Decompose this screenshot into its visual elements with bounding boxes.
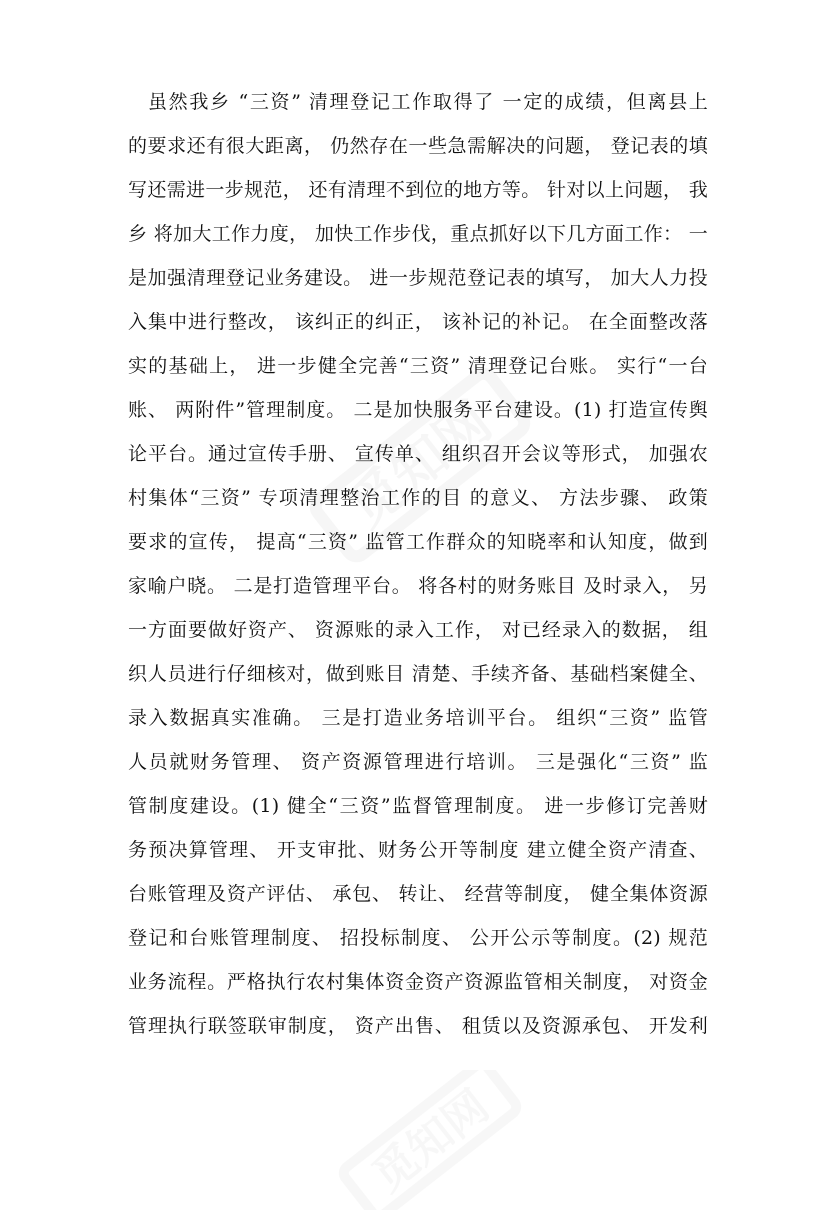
text-line: 台账管理及资产评估、 承包、 转让、 经营等制度， 健全集体资源 (128, 883, 708, 905)
text-line: 织人员进行仔细核对，做到账目 清楚、手续齐备、基础档案健全、 (128, 663, 708, 685)
text-line: 管制度建设。(1) 健全“三资”监督管理制度。 进一步修订完善财 (128, 795, 708, 817)
watermark-logo-bottom (330, 1070, 530, 1210)
text-line: 写还需进一步规范， 还有清理不到位的地方等。 针对以上问题， 我 (128, 179, 708, 201)
text-line: 论平台。通过宣传手册、 宣传单、 组织召开会议等形式， 加强农 (128, 443, 708, 465)
text-line: 家喻户晓。 二是打造管理平台。 将各村的财务账目 及时录入， 另 (128, 575, 708, 597)
text-line: 人员就财务管理、 资产资源管理进行培训。 三是强化“三资” 监 (128, 751, 708, 773)
text-line: 是加强清理登记业务建设。 进一步规范登记表的填写， 加大人力投 (128, 267, 708, 289)
text-line: 入集中进行整改， 该纠正的纠正， 该补记的补记。 在全面整改落 (128, 311, 708, 333)
text-line: 登记和台账管理制度、 招投标制度、 公开公示等制度。(2) 规范 (128, 927, 708, 949)
text-line: 管理执行联签联审制度， 资产出售、 租赁以及资源承包、 开发利 (128, 1015, 708, 1037)
text-line: 乡 将加大工作力度， 加快工作步伐，重点抓好以下几方面工作： 一 (128, 223, 708, 245)
text-line: 录入数据真实准确。 三是打造业务培训平台。 组织“三资” 监管 (128, 707, 708, 729)
text-line: 账、 两附件”管理制度。 二是加快服务平台建设。(1) 打造宣传舆 (128, 399, 708, 421)
text-line: 的要求还有很大距离， 仍然存在一些急需解决的问题， 登记表的填 (128, 135, 708, 157)
text-line: 虽然我乡 “三资” 清理登记工作取得了 一定的成绩，但离县上 (148, 91, 708, 113)
text-line: 业务流程。严格执行农村集体资金资产资源监管相关制度， 对资金 (128, 971, 708, 993)
svg-text:觅知网: 觅知网 (363, 1080, 499, 1202)
body-paragraph (128, 80, 708, 1048)
text-line: 要求的宣传， 提高“三资” 监管工作群众的知晓率和认知度，做到 (128, 531, 708, 553)
text-line: 村集体“三资” 专项清理整治工作的目 的意义、 方法步骤、 政策 (128, 487, 708, 509)
svg-text:觅知网: 觅知网 (336, 389, 503, 540)
text-line: 一方面要做好资产、 资源账的录入工作， 对已经录入的数据， 组 (128, 619, 708, 641)
text-line: 务预决算管理、 开支审批、财务公开等制度 建立健全资产清查、 (128, 839, 708, 861)
text-line: 实的基础上， 进一步健全完善“三资” 清理登记台账。 实行“一台 (128, 355, 708, 377)
